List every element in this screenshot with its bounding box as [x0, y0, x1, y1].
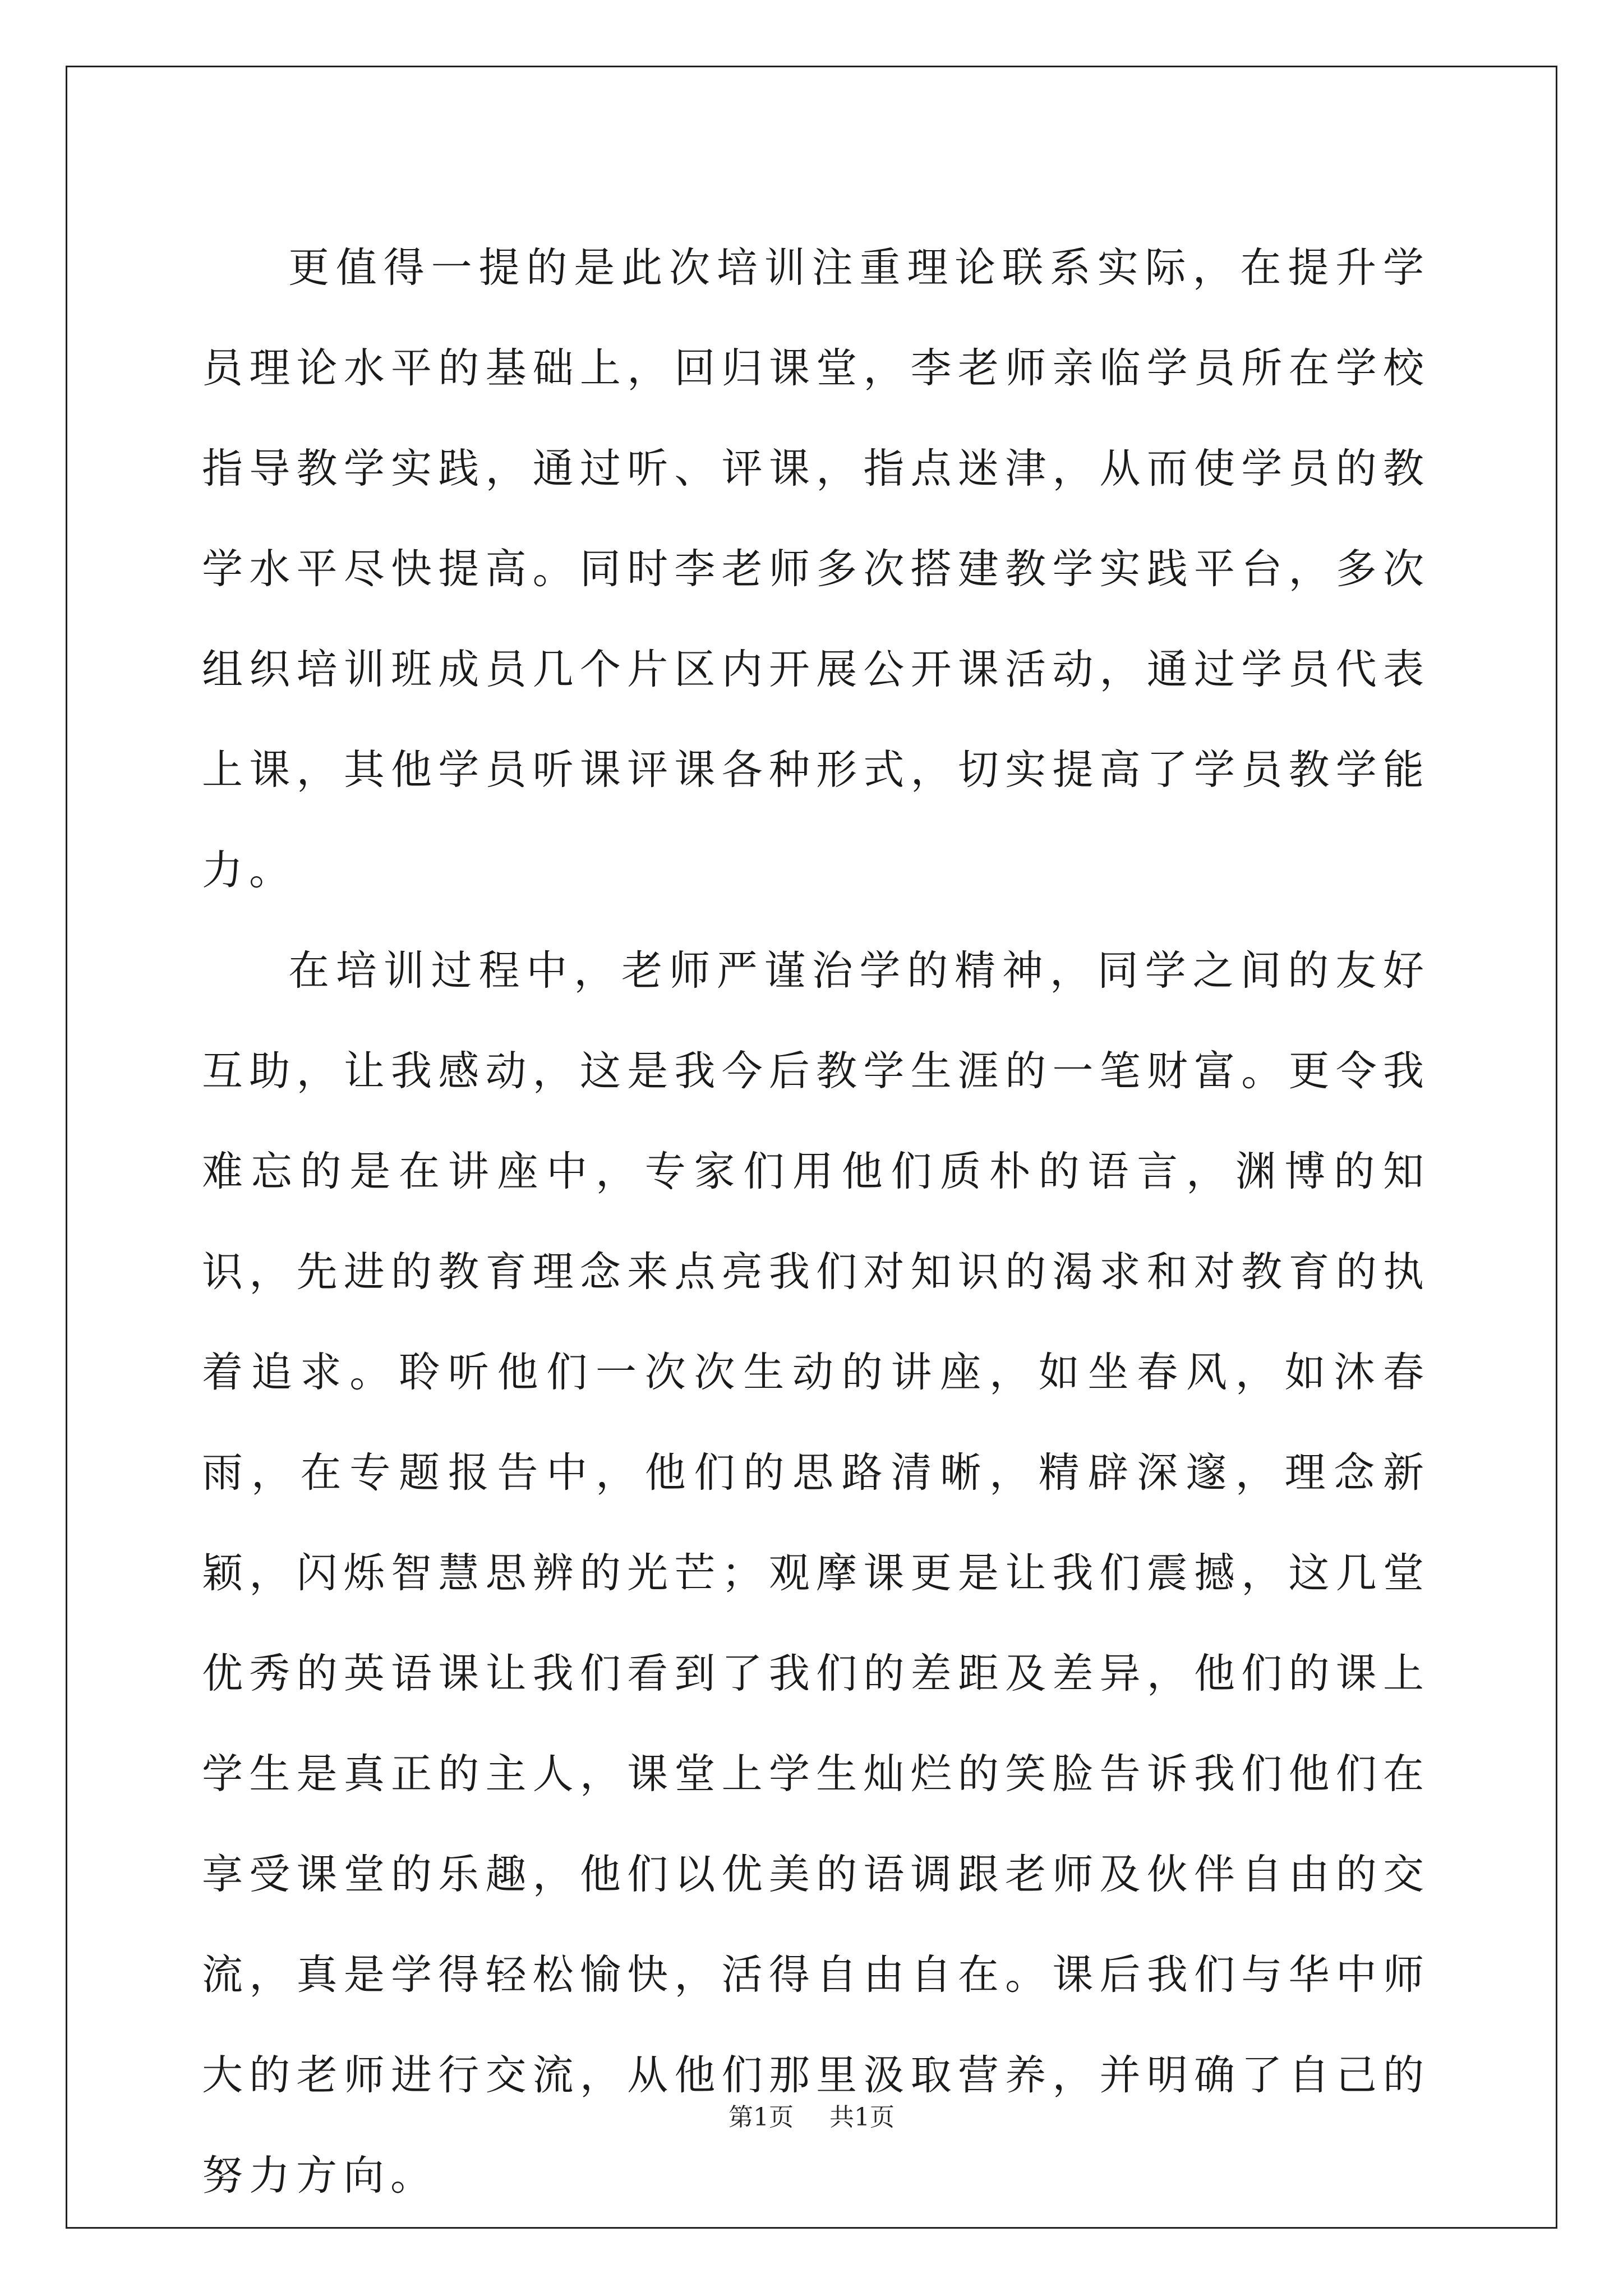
document-body: [202, 218, 1430, 2226]
paragraph-2: 在培训过程中，老师严谨治学的精神，同学之间的友好互助，让我感动，这是我今后教学生涯的一笔财富。更令我难忘的是在讲座中，专家们用他们质朴的语言，渊博的知识，先进的教育理念来点亮我们对知识的渴求和对教育的执着追求。聆听他们一次次生动的讲座，如坐春风，如沐春雨，在专题报告中，他们的思路清晰，精辟深邃，理念新颖，闪烁智慧思辨的光芒；观摩课更是让我们震撼，这几堂优秀的英语课让我们看到了我们的差距及差异，他们的课上学生是真正的主人，课堂上学生灿烂的笑脸告诉我们他们在享受课堂的乐趣，他们以优美的语调跟老师及伙伴自由的交流，真是学得轻松愉快，活得自由自在。课后我们与华中师大的老师进行交流，从他们那里汲取营养，并明确了自己的努力方向。: [202, 947, 1430, 2200]
page-number-current: 第1页: [728, 2103, 794, 2132]
page-footer: [0, 2101, 1623, 2134]
page-number-total: 共1页: [829, 2103, 895, 2132]
paragraph-1: 更值得一提的是此次培训注重理论联系实际，在提升学员理论水平的基础上，回归课堂，李老师亲临学员所在学校指导教学实践，通过听、评课，指点迷津，从而使学员的教学水平尽快提高。同时李老师多次搭建教学实践平台，多次组织培训班成员几个片区内开展公开课活动，通过学员代表上课，其他学员听课评课各种形式，切实提高了学员教学能力。: [202, 244, 1430, 894]
